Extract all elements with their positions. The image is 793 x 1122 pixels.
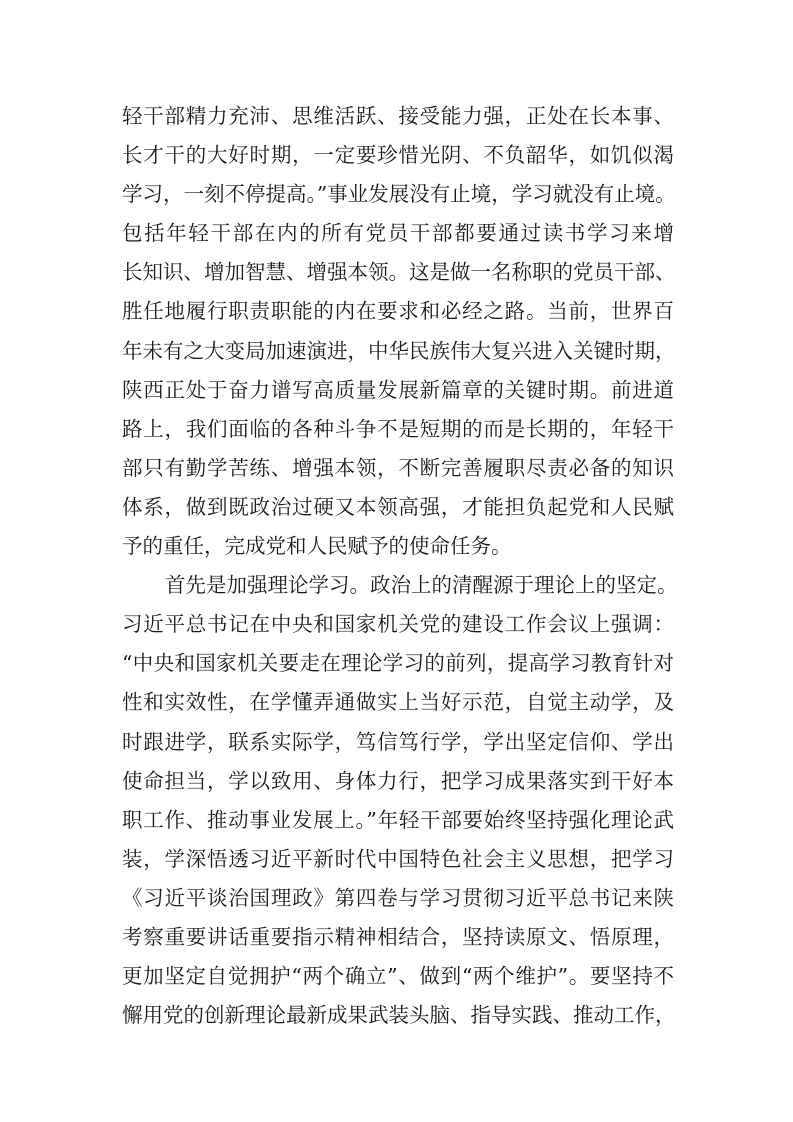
text-line: 长知识、增加智慧、增强本领。这是做一名称职的党员干部、	[122, 260, 676, 285]
paragraph-1	[122, 97, 674, 566]
text-line: 学习，一刻不停提高。”事业发展没有止境，学习就没有止境。	[122, 182, 676, 207]
text-line: 予的重任，完成党和人民赋予的使命任务。	[122, 534, 512, 559]
paragraph-2	[122, 566, 678, 1035]
text-line: 习近平总书记在中央和国家机关党的建设工作会议上强调：	[122, 612, 674, 637]
text-line: 《习近平谈治国理政》第四卷与学习贯彻习近平总书记来陕	[122, 885, 674, 910]
text-line: 包括年轻干部在内的所有党员干部都要通过读书学习来增	[122, 221, 674, 246]
text-line: 年未有之大变局加速演进，中华民族伟大复兴进入关键时期，	[122, 338, 676, 363]
text-line: 轻干部精力充沛、思维活跃、接受能力强，正处在长本事、	[122, 104, 674, 128]
text-line: 长才干的大好时期，一定要珍惜光阴、不负韶华，如饥似渴	[122, 143, 674, 168]
text-line: 体系，做到既政治过硬又本领高强，才能担负起党和人民赋	[122, 494, 674, 519]
text-line: 装，学深悟透习近平新时代中国特色社会主义思想，把学习	[122, 846, 674, 871]
document-body	[122, 97, 678, 1035]
text-line: 部只有勤学苦练、增强本领，不断完善履职尽责必备的知识	[122, 455, 674, 480]
text-line: 胜任地履行职责职能的内在要求和必经之路。当前，世界百	[122, 299, 674, 324]
text-line: 首先是加强理论学习。政治上的清醒源于理论上的坚定。	[165, 573, 678, 598]
text-line: 时跟进学，联系实际学，笃信笃行学，学出坚定信仰、学出	[122, 729, 674, 754]
text-line: 性和实效性，在学懂弄通做实上当好示范，自觉主动学，及	[122, 690, 674, 715]
text-line: 路上，我们面临的各种斗争不是短期的而是长期的，年轻干	[122, 416, 674, 441]
text-line: 使命担当，学以致用、身体力行，把学习成果落实到干好本	[122, 768, 674, 793]
text-line: 陕西正处于奋力谱写高质量发展新篇章的关键时期。前进道	[122, 377, 674, 402]
text-line: 懈用党的创新理论最新成果武装头脑、指导实践、推动工作，	[122, 1003, 676, 1028]
text-line: 考察重要讲话重要指示精神相结合，坚持读原文、悟原理，	[122, 924, 674, 949]
text-line: “中央和国家机关要走在理论学习的前列，提高学习教育针对	[122, 651, 674, 676]
text-line: 更加坚定自觉拥护“两个确立”、做到“两个维护”。要坚持不	[122, 964, 674, 989]
text-line: 职工作、推动事业发展上。”年轻干部要始终坚持强化理论武	[122, 807, 674, 832]
